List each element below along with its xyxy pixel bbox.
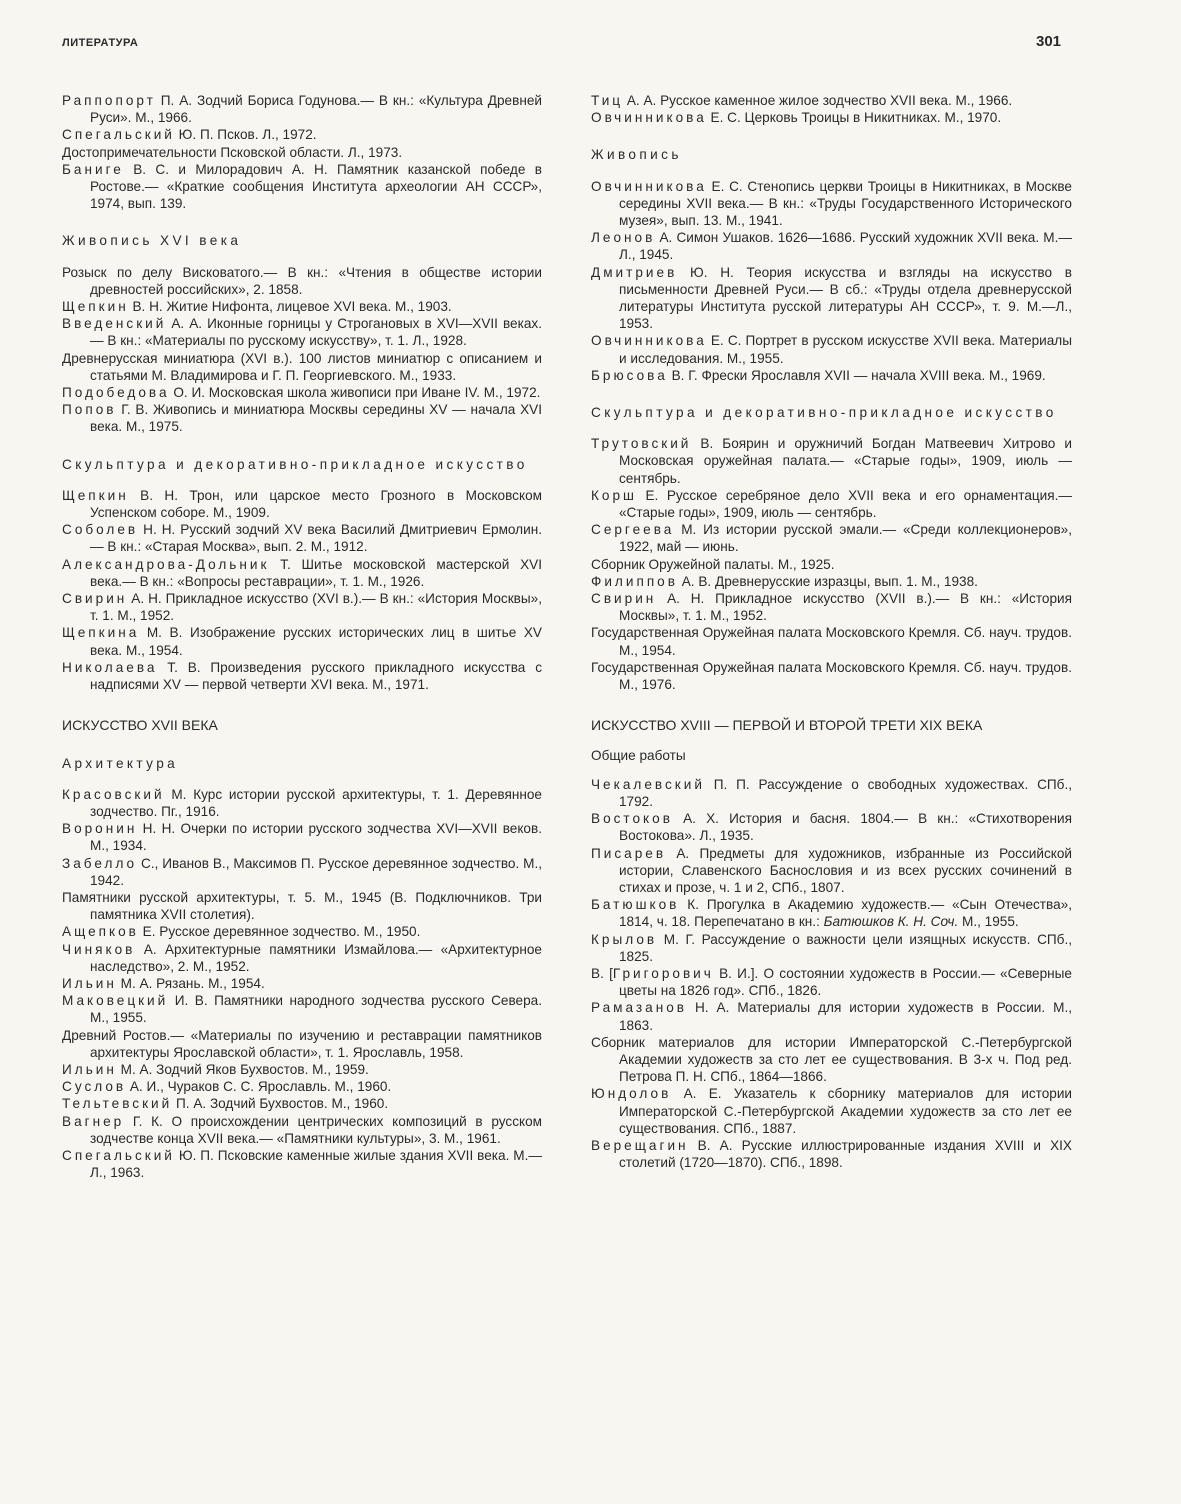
entry-text: В. [	[591, 965, 613, 981]
entry-author: Трутовский	[591, 436, 692, 452]
entry-author: Введенский	[62, 316, 167, 332]
bibliography-entry	[591, 521, 1072, 555]
bibliography-entry	[62, 855, 542, 889]
entry-author: Спегальский	[62, 1147, 175, 1163]
entry-text: Е. Русское деревянное зодчество. М., 1950.	[138, 924, 421, 940]
entry-author: Соболев	[62, 522, 139, 538]
bibliography-entry	[591, 1137, 1072, 1171]
entry-text: А. Н. Прикладное искусство (XVII в.).— В кн.: «История Москвы», т. 1. М., 1952.	[619, 591, 1072, 624]
entry-text: М. А. Рязань. М., 1954.	[116, 975, 265, 991]
entry-author: Спегальский	[62, 127, 175, 143]
bibliography-entry	[62, 350, 542, 384]
bibliography-entry	[62, 521, 542, 555]
entry-text: Государственная Оружейная палата Московского Кремля. Сб. науч. трудов. М., 1954.	[591, 625, 1072, 658]
entry-author: Чекалевский	[591, 776, 705, 792]
bibliography-entry	[591, 367, 1072, 384]
bibliography-entry	[591, 556, 1072, 573]
bibliography-entry	[591, 435, 1072, 487]
bibliography-entry	[62, 384, 542, 401]
entry-text: В. Г. Фрески Ярославля XVII — начала XVIII века. М., 1969.	[667, 367, 1046, 383]
entry-italic-text: Батюшков К. Н. Соч.	[823, 914, 959, 930]
entry-text: Древний Ростов.— «Материалы по изучению и реставрации памятников архитектуры Ярославской области», т. 1. Ярославль, 1958.	[62, 1027, 542, 1060]
entry-author: Ильин	[62, 975, 117, 991]
entry-author: Николаева	[62, 659, 158, 675]
bibliography-entry	[62, 1095, 542, 1112]
bibliography-entry	[62, 975, 542, 992]
entry-text: В. Н. Житие Нифонта, лицевое XVI века. М., 1903.	[128, 299, 452, 315]
entry-text: А. И., Чураков С. С. Ярославль. М., 1960.	[126, 1079, 392, 1095]
entry-author: Верещагин	[591, 1137, 689, 1153]
bibliography-entry	[62, 126, 542, 143]
entry-text: Ю. П. Псков. Л., 1972.	[174, 127, 317, 143]
entry-author: Корш	[591, 487, 637, 503]
entry-text: А. Предметы для художников, избранные из Российской истории, Славенского Баснословия и из всех русских сочинений в стихах и прозе, ч. 1 и 2, СПб., 1807.	[619, 845, 1072, 895]
bibliography-entry	[62, 264, 542, 298]
bibliography-entry	[62, 144, 542, 161]
bibliography-entry	[591, 999, 1072, 1033]
entry-author: Воронин	[62, 821, 138, 837]
entry-text: С., Иванов В., Максимов П. Русское деревянное зодчество. М., 1942.	[90, 855, 542, 888]
bibliography-entry	[591, 810, 1072, 844]
entry-text: А. Симон Ушаков. 1626—1686. Русский художник XVII века. М.—Л., 1945.	[619, 230, 1072, 263]
right-column	[591, 92, 1072, 1171]
entry-text: А. А. Иконные горницы у Строгановых в XVI—XVII веках.— В кн.: «Материалы по русскому искусству», т. 1. Л., 1928.	[90, 316, 542, 349]
entry-author: Востоков	[591, 811, 673, 827]
entry-author: Овчинникова	[591, 333, 707, 349]
bibliography-entry	[62, 1078, 542, 1095]
bibliography-entry	[62, 992, 542, 1026]
entry-author: Свирин	[62, 591, 128, 607]
entry-text: Е. С. Стенопись церкви Троицы в Никитниках, в Москве середины XVII века.— В кн.: «Труды Государственного Исторического музея», вып. 13. М., 1941.	[619, 178, 1072, 229]
entry-author: Попов	[62, 402, 117, 418]
bibliography-entry	[62, 1147, 542, 1181]
section-heading: ИСКУССТВО XVIII — ПЕРВОЙ И ВТОРОЙ ТРЕТИ XIX ВЕКА	[591, 717, 983, 734]
bibliography-entry	[591, 776, 1072, 810]
page-number: 301	[1036, 33, 1062, 50]
entry-text: И. В. Памятники народного зодчества русского Севера. М., 1955.	[90, 993, 542, 1026]
entry-text: О. И. Московская школа живописи при Иване IV. М., 1972.	[169, 385, 541, 401]
entry-author: Батюшков	[591, 897, 680, 913]
bibliography-entry	[62, 923, 542, 940]
entry-text: Г. К. О происхождении центрических композиций в русском зодчестве конца XVII века.— «Памятники культуры», 3. М., 1961.	[90, 1113, 542, 1146]
left-column	[62, 92, 542, 1181]
entry-text: А. Архитектурные памятники Измайлова.— «Архитектурное наследство», 2. М., 1952.	[90, 941, 542, 974]
entry-author: Сергеева	[591, 522, 675, 538]
entry-author: Ащепков	[62, 924, 139, 940]
bibliography-entry	[62, 889, 542, 923]
entry-author: Дмитриев	[591, 264, 678, 280]
entry-author: Щепкин	[62, 299, 129, 315]
entry-author: Красовский	[62, 786, 165, 802]
section-heading: ИСКУССТВО XVII ВЕКА	[62, 717, 218, 734]
bibliography-entry	[591, 896, 1072, 930]
entry-text: Государственная Оружейная палата Московского Кремля. Сб. науч. трудов. М., 1976.	[591, 659, 1072, 693]
entry-text: А. В. Древнерусские изразцы, вып. 1. М., 1938.	[677, 573, 978, 589]
subsection-heading: Скульптура и декоративно-прикладное искусство	[591, 405, 1057, 421]
subsection-heading: Общие работы	[591, 747, 686, 763]
entry-author: Раппопорт	[62, 93, 156, 108]
bibliography-entry	[62, 786, 542, 820]
entry-text: М. Курс истории русской архитектуры, т. 1. Деревянное зодчество. Пг., 1916.	[90, 786, 542, 819]
entry-text: Г. В. Живопись и миниатюра Москвы середины XV — начала XVI века. М., 1975.	[90, 402, 542, 435]
entry-author: Брюсова	[591, 367, 668, 383]
entry-text: В. Боярин и оружничий Богдан Матвеевич Хитрово и Московская оружейная палата.— «Старые годы», 1909, июль — сентябрь.	[619, 436, 1072, 486]
entry-author: Александрова-Дольник	[62, 556, 270, 572]
entry-text: Н. Н. Очерки по истории русского зодчества XVI—XVII веков. М., 1934.	[90, 821, 542, 854]
subsection-heading: Живопись	[591, 147, 682, 163]
entry-text: Н. Н. Русский зодчий XV века Василий Дмитриевич Ермолин.— В кн.: «Старая Москва», вып. 2. М., 1912.	[90, 522, 542, 555]
entry-text: Сборник Оружейной палаты. М., 1925.	[591, 556, 835, 572]
entry-text: В. Н. Трон, или царское место Грозного в Московском Успенском соборе. М., 1909.	[90, 487, 542, 521]
entry-text: А. Н. Прикладное искусство (XVI в.).— В кн.: «История Москвы», т. 1. М., 1952.	[90, 591, 542, 624]
entry-author: Суслов	[62, 1079, 127, 1095]
bibliography-entry	[591, 931, 1072, 965]
entry-text: Памятники русской архитектуры, т. 5. М., 1945 (В. Подключников. Три памятника XVII столетия).	[62, 889, 542, 923]
entry-text: Древнерусская миниатюра (XVI в.). 100 листов миниатюр с описанием и статьями М. Владимирова и Г. П. Георгиевского. М., 1933.	[62, 350, 542, 383]
entry-text: М. В. Изображение русских исторических лиц в шитье XV века. М., 1954.	[90, 625, 542, 658]
bibliography-entry	[591, 178, 1072, 230]
entry-text: А. Х. История и басня. 1804.— В кн.: «Стихотворения Востокова». Л., 1935.	[619, 811, 1072, 844]
subsection-heading: Архитектура	[62, 755, 179, 771]
bibliography-entry	[62, 315, 542, 349]
entry-text: М. А. Зодчий Яков Бухвостов. М., 1959.	[116, 1061, 369, 1077]
bibliography-entry	[62, 590, 542, 624]
entry-author: Юндолов	[591, 1086, 672, 1102]
bibliography-entry	[62, 1027, 542, 1061]
bibliography-entry	[62, 401, 542, 435]
entry-author: Свирин	[591, 591, 657, 607]
entry-text: Т. Шитье московской мастерской XVI века.— В кн.: «Вопросы реставрации», т. 1. М., 1926.	[90, 556, 542, 589]
entry-text: П. П. Рассуждение о свободных художествах. СПб., 1792.	[619, 776, 1072, 809]
entry-text: Н. А. Материалы для истории художеств в России. М., 1863.	[619, 1000, 1072, 1033]
bibliography-entry	[62, 556, 542, 590]
bibliography-entry	[62, 1113, 542, 1147]
entry-author: Григорович	[612, 965, 714, 981]
entry-author: Овчинникова	[591, 110, 707, 126]
entry-author: Овчинникова	[591, 178, 707, 194]
bibliography-entry	[591, 659, 1072, 693]
bibliography-entry	[62, 1061, 542, 1078]
bibliography-entry	[62, 941, 542, 975]
entry-author: Тиц	[591, 93, 624, 108]
entry-author: Филиппов	[591, 573, 678, 589]
bibliography-entry	[62, 487, 542, 521]
bibliography-entry	[591, 264, 1072, 333]
bibliography-entry	[591, 332, 1072, 366]
entry-text: К. Прогулка в Академию художеств.— «Сын Отечества», 1814, ч. 18. Перепечатано в кн.:	[619, 897, 1072, 930]
bibliography-entry	[62, 624, 542, 658]
entry-text: Достопримечательности Псковской области. Л., 1973.	[62, 144, 403, 160]
bibliography-entry	[591, 965, 1072, 999]
bibliography-entry	[591, 590, 1072, 624]
subsection-heading: Скульптура и декоративно-прикладное искусство	[62, 456, 528, 472]
entry-text: Е. Русское серебряное дело XVII века и его орнаментация.— «Старые годы», 1909, июль — сентябрь.	[619, 487, 1072, 521]
entry-text: В. А. Русские иллюстрированные издания XVIII и XIX столетий (1720—1870). СПб., 1898.	[619, 1137, 1072, 1171]
entry-text: Е. С. Церковь Троицы в Никитниках. М., 1970.	[706, 110, 1002, 126]
entry-author: Рамазанов	[591, 1000, 688, 1016]
entry-author: Крылов	[591, 931, 658, 947]
entry-author: Чиняков	[62, 941, 136, 957]
bibliography-entry	[591, 92, 1072, 109]
bibliography-entry	[591, 845, 1072, 897]
bibliography-entry	[591, 624, 1072, 658]
entry-text: Ю. П. Псковские каменные жилые здания XVII века. М.—Л., 1963.	[90, 1147, 542, 1181]
subsection-heading: Живопись XVI века	[62, 233, 242, 249]
entry-text: М., 1955.	[958, 914, 1019, 930]
entry-text: П. А. Зодчий Бориса Годунова.— В кн.: «Культура Древней Руси». М., 1966.	[90, 93, 542, 126]
running-head: ЛИТЕРАТУРА	[62, 37, 139, 49]
entry-author: Ильин	[62, 1061, 117, 1077]
entry-text: В. И.]. О состоянии художеств в России.— «Северные цветы на 1826 год». СПб., 1826.	[619, 965, 1072, 999]
entry-text: Ю. Н. Теория искусства и взгляды на искусство в письменности Древней Руси.— В сб.: «Труды отдела древнерусской литературы Института русской литературы АН СССР», т. 9. М.—Л., 1953.	[619, 264, 1072, 332]
entry-text: Е. С. Портрет в русском искусстве XVII века. Материалы и исследования. М., 1955.	[619, 333, 1072, 366]
bibliography-entry	[591, 1034, 1072, 1086]
entry-author: Подобедова	[62, 385, 170, 401]
entry-author: Леонов	[591, 230, 656, 246]
entry-text: В. С. и Милорадович А. Н. Памятник казанской победе в Ростове.— «Краткие сообщения Института археологии АН СССР», 1974, вып. 139.	[90, 161, 542, 212]
bibliography-entry	[62, 659, 542, 693]
bibliography-entry	[591, 229, 1072, 263]
entry-text: А. А. Русское каменное жилое зодчество XVII века. М., 1966.	[623, 93, 1013, 108]
entry-text: П. А. Зодчий Бухвостов. М., 1960.	[172, 1096, 389, 1112]
bibliography-entry	[62, 820, 542, 854]
entry-text: М. Из истории русской эмали.— «Среди коллекционеров», 1922, май — июнь.	[619, 522, 1072, 555]
bibliography-entry	[591, 573, 1072, 590]
bibliography-entry	[62, 161, 542, 213]
entry-author: Щепкин	[62, 487, 129, 503]
bibliography-entry	[591, 109, 1072, 126]
entry-author: Маковецкий	[62, 993, 169, 1009]
entry-author: Щепкина	[62, 625, 140, 641]
entry-author: Забелло	[62, 855, 138, 871]
entry-author: Баниге	[62, 161, 124, 177]
entry-text: Т. В. Произведения русского прикладного искусства с надписями XV — первой четверти XVI века. М., 1971.	[90, 659, 542, 693]
entry-text: Розыск по делу Висковатого.— В кн.: «Чтения в обществе истории древностей российских», 2. 1858.	[62, 264, 542, 297]
bibliography-entry	[591, 1085, 1072, 1137]
entry-author: Тельтевский	[62, 1096, 173, 1112]
bibliography-entry	[62, 92, 542, 126]
bibliography-entry	[62, 298, 542, 315]
bibliography-entry	[591, 487, 1072, 521]
entry-author: Вагнер	[62, 1113, 125, 1129]
entry-text: А. Е. Указатель к сборнику материалов для истории Императорской С.-Петербургской Академии художеств за сто лет ее существования. СПб., 1887.	[619, 1086, 1072, 1136]
entry-author: Писарев	[591, 845, 667, 861]
entry-text: Сборник материалов для истории Императорской С.-Петербургской Академии художеств за сто лет ее существования. В 3-х ч. Под ред. Петрова П. Н. СПб., 1864—1866.	[591, 1034, 1072, 1085]
entry-text: М. Г. Рассуждение о важности цели изящных искусств. СПб., 1825.	[619, 931, 1072, 964]
